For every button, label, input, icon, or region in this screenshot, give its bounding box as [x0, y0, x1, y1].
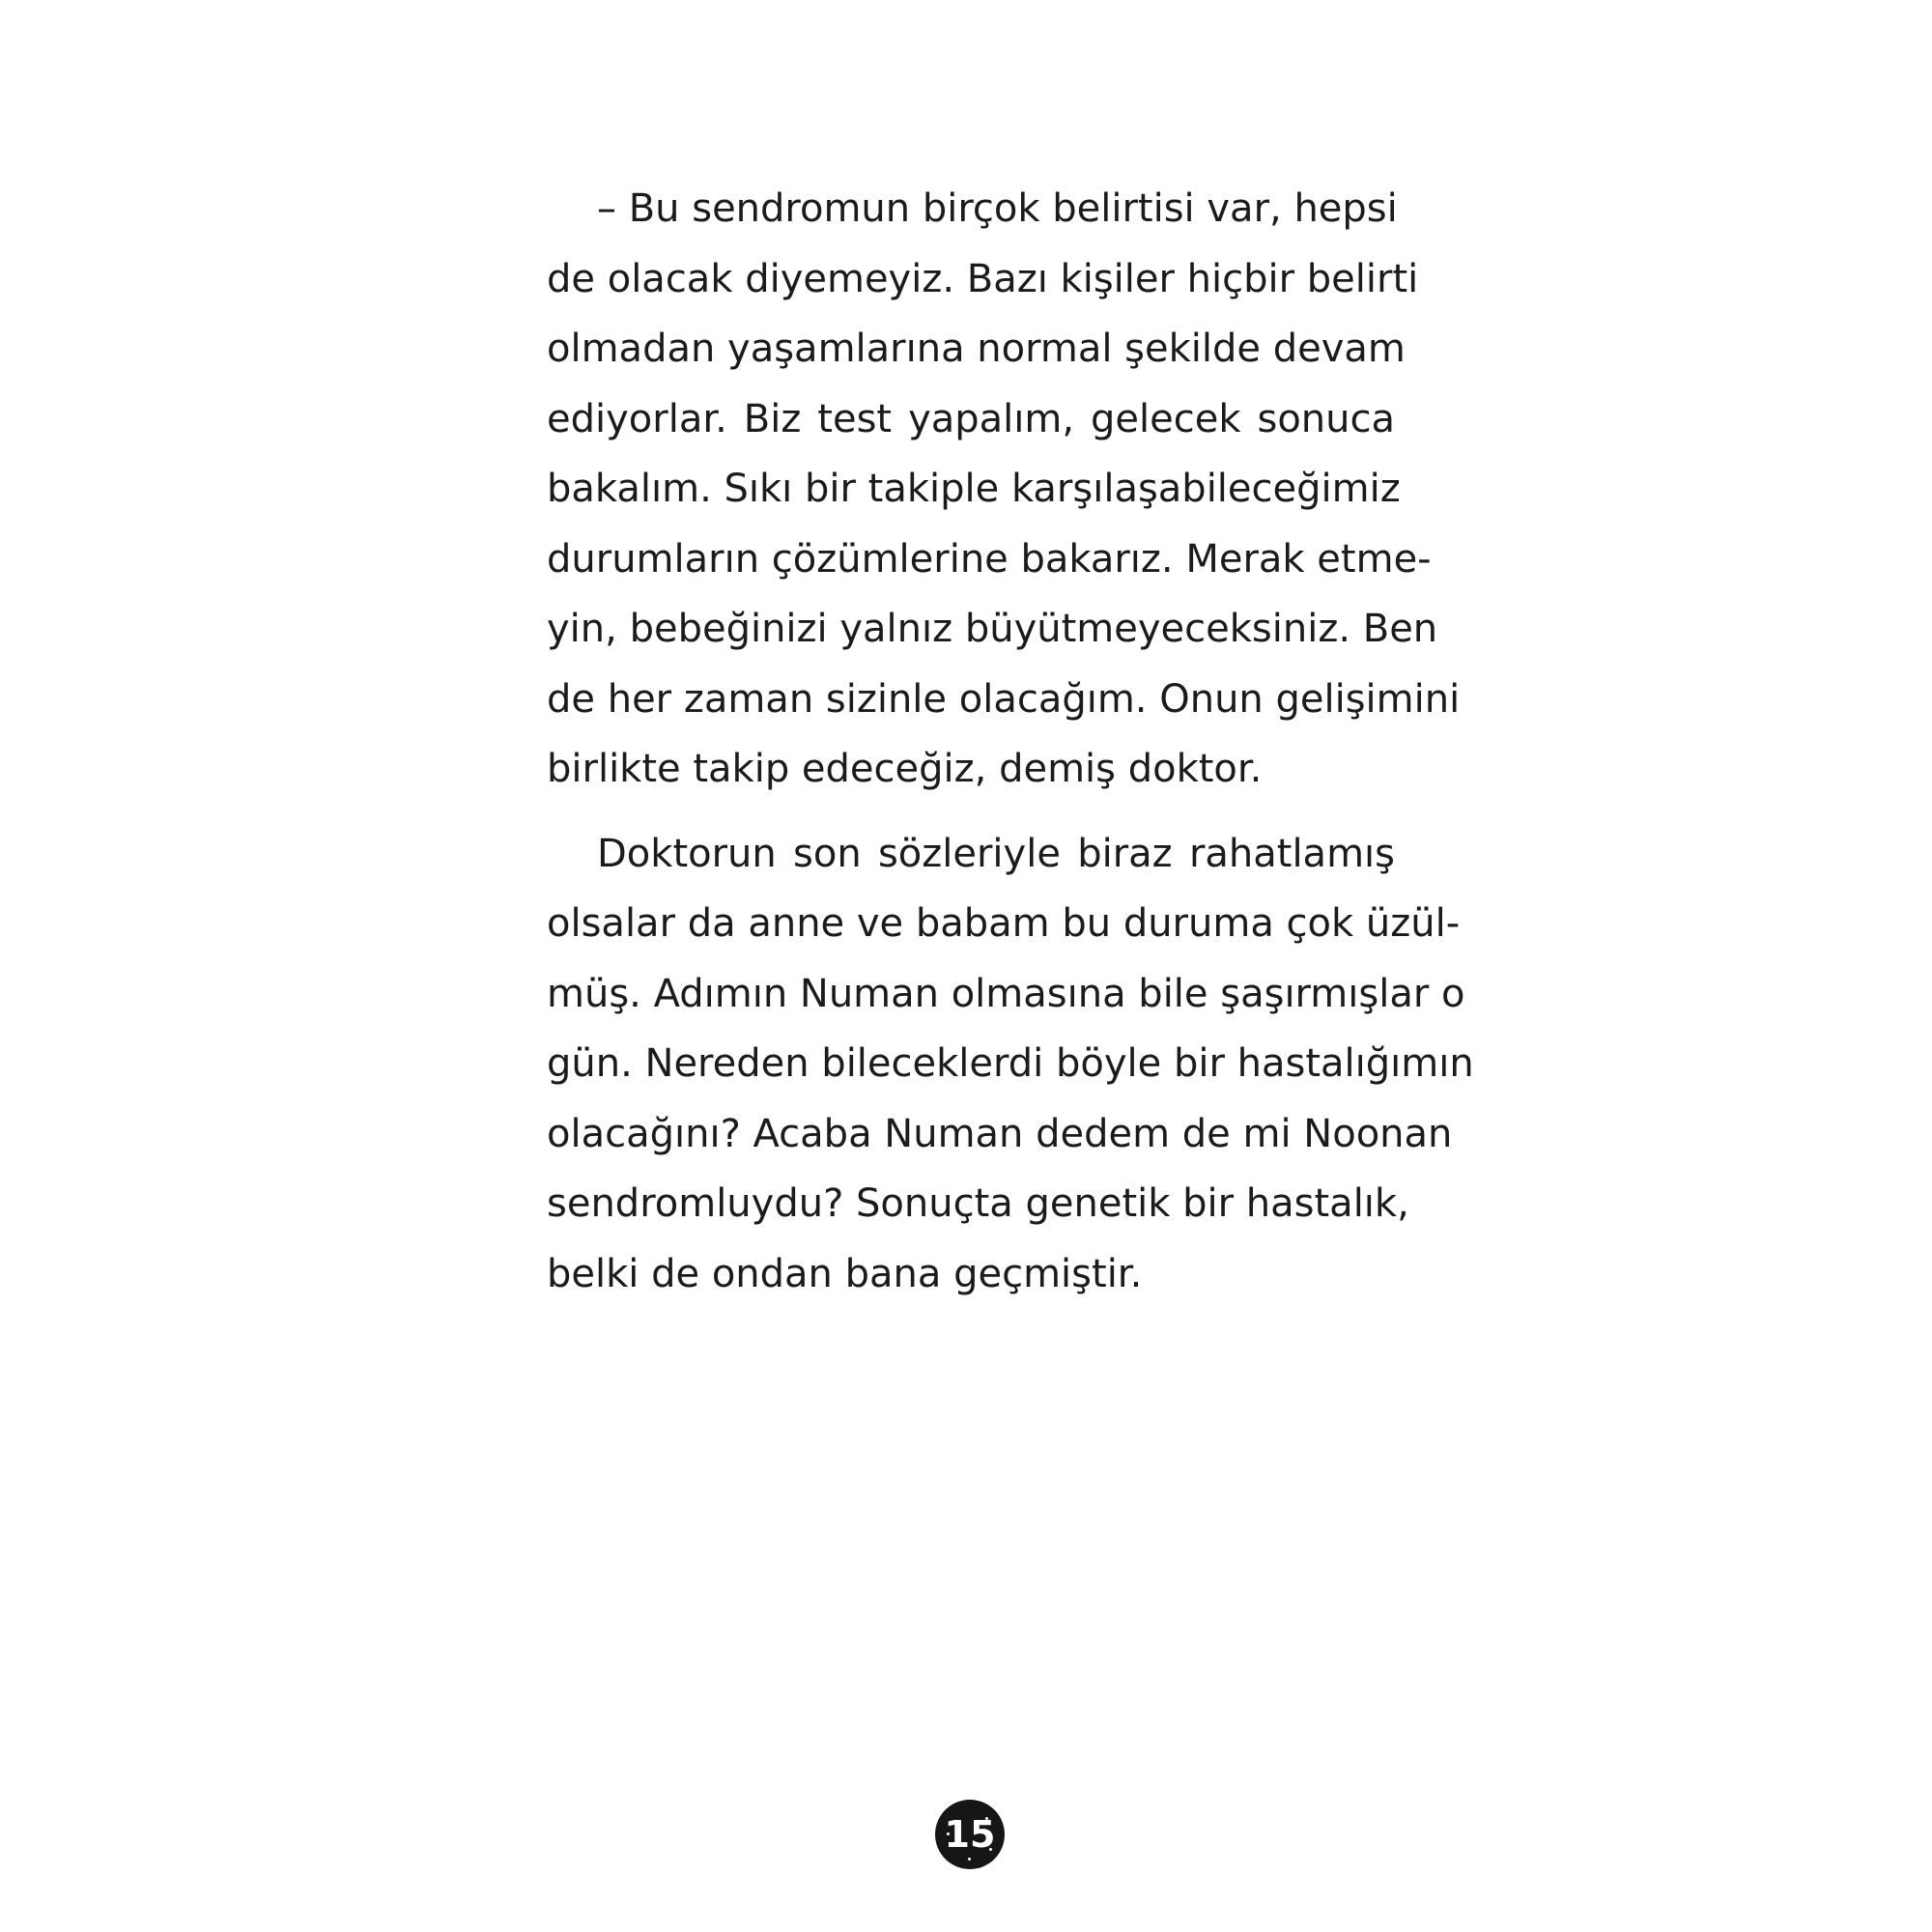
badge-dot	[968, 1858, 971, 1861]
text-line: de her zaman sizinle olacağım. Onun gelişimini	[547, 676, 1461, 722]
paragraph	[547, 174, 1461, 805]
paragraph	[547, 819, 1474, 1310]
text-line: durumların çözümlerine bakarız. Merak etme-	[547, 536, 1432, 582]
page-number: 15	[944, 1813, 996, 1856]
paragraph-spacer	[547, 805, 1395, 819]
page-number-badge	[935, 1800, 1005, 1869]
text-line: olsalar da anne ve babam bu duruma çok üzül-	[547, 901, 1461, 946]
text-line: olacağını? Acaba Numan dedem de mi Noonan	[547, 1111, 1453, 1156]
text-line: gün. Nereden bileceklerdi böyle bir hastalığımın	[547, 1041, 1474, 1086]
text-line: bakalım. Sıkı bir takiple karşılaşabileceğimiz	[547, 467, 1401, 511]
text-line: sendromluydu? Sonuçta genetik bir hastalık,	[547, 1181, 1409, 1226]
body-text	[547, 174, 1474, 1309]
text-line: Doktorun son sözleriyle biraz rahatlamış	[597, 831, 1395, 876]
text-line: belki de ondan bana geçmiştir.	[547, 1251, 1143, 1296]
text-line: birlikte takip edeceğiz, demiş doktor.	[547, 747, 1263, 791]
text-line: ediyorlar. Biz test yapalım, gelecek sonuca	[547, 396, 1395, 441]
text-line: olmadan yaşamlarına normal şekilde devam	[547, 327, 1406, 371]
text-line: yin, bebeğinizi yalnız büyütmeyeceksiniz. Ben	[547, 607, 1438, 651]
text-line: müş. Adımın Numan olmasına bile şaşırmışlar o	[547, 971, 1465, 1016]
text-line: de olacak diyemeyiz. Bazı kişiler hiçbir belirti	[547, 256, 1419, 301]
text-line: – Bu sendromun birçok belirtisi var, hepsi	[597, 186, 1398, 231]
